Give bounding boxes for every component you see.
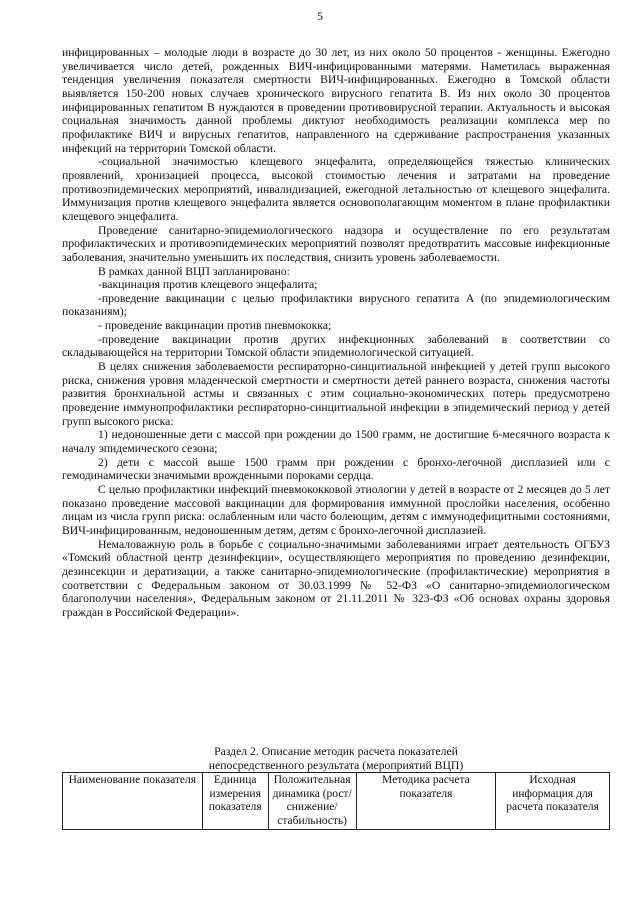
list-item: 1) недоношенные дети с массой при рождении до 1500 грамм, не достигшие 6-месячного возраста к началу эпидемического сезона;	[62, 428, 610, 456]
list-item: 2) дети с массой выше 1500 грамм при рождении с бронхо-легочной дисплазией или с гемодинамически значимыми врожденными пороками сердца.	[62, 455, 610, 483]
header-cell: Методика расчета показателя	[356, 773, 496, 830]
paragraph: Проведение санитарно-эпидемиологического надзора и осуществление по его результатам профилактических и противоэпидемических мероприятий позволят предотвратить массовые инфекционные заболевания, значительно уменьшить их последствия, снизить уровень заболеваемости.	[62, 223, 610, 264]
header-cell: Положительная динамика (рост/снижение/ стабильность)	[268, 773, 356, 830]
paragraph: В рамках данной ВЦП запланировано:	[98, 264, 290, 278]
paragraph: Немаловажную роль в борьбе с социально-значимыми заболеваниями играет деятельность ОГБУЗ «Томский областной центр дезинфекции», осуществляющего мероприятия по проведению дезинфекции, дезинсекции и дератизации, а также санитарно-эпидемиологические (профилактические) мероприятия в соответствии с Федеральным законом от 30.03.1999 № 52-ФЗ «О санитарно-эпидемиологическом благополучии населения», Федеральным законом от 21.11.2011 № 323-ФЗ «Об основах охраны здоровья граждан в Российской Федерации».	[62, 537, 610, 619]
list-item: -вакцинация против клещевого энцефалита;	[98, 278, 318, 292]
header-cell: Исходная информация для расчета показателя	[496, 773, 610, 830]
section-title-line: непосредственного результата (мероприятий ВЦП)	[208, 758, 464, 772]
section-title	[62, 745, 610, 772]
header-cell: Наименование показателя	[63, 773, 203, 830]
paragraph: -социальной значимостью клещевого энцефалита, определяющейся тяжестью клинических проявлений, хронизацией процесса, высокой стоимостью лечения и затратами на проведение противоэпидемических мероприятий, инвалидизацией, ежегодной летальностью от клещевого энцефалита. Иммунизация против клещевого энцефалита является основополагающим моментом в плане профилактики клещевого энцефалита.	[62, 155, 610, 223]
list-item: -проведение вакцинации против других инфекционных заболеваний в соответствии со складывающейся на территории Томской области эпидемиологической ситуацией.	[62, 332, 610, 360]
body-text	[62, 46, 610, 620]
paragraph: инфицированных – молодые люди в возрасте до 30 лет, из них около 50 процентов - женщины. Ежегодно увеличивается число детей, рожденных ВИЧ-инфицированными матерями. Наметилась выраженная тенденция увеличения показателя смертности ВИЧ-инфицированных. Ежегодно в Томской области выявляется 150-200 новых случаев хронического вирусного гепатита В. Из них около 30 процентов инфицированных гепатитом В нуждаются в проведении противовирусной терапии. Актуальность и высокая социальная значимость данной проблемы диктуют необходимость реализации комплекса мер по профилактике ВИЧ и вирусных гепатитов, направленного на сдерживание распространения указанных инфекций на территории Томской области.	[62, 46, 610, 155]
page-number: 5	[317, 9, 323, 23]
indicators-table	[62, 772, 610, 830]
header-cell: Единица измерения показателя	[202, 773, 268, 830]
table-header-row	[63, 773, 610, 830]
list-item: -проведение вакцинации с целью профилактики вирусного гепатита А (по эпидемиологическим показаниям);	[62, 291, 610, 319]
list-item: - проведение вакцинации против пневмококка;	[98, 319, 332, 333]
section-title-line: Раздел 2. Описание методик расчета показателей	[214, 745, 458, 758]
paragraph: В целях снижения заболеваемости респираторно-синцитиальной инфекцией у детей групп высокого риска, снижения уровня младенческой смертности и смертности детей раннего возраста, снижения частоты развития бронхиальной астмы и связанных с этим социально-экономических потерь предусмотрено проведение иммунопрофилактики респираторно-синцитиальной инфекции в эпидемический период у детей групп высокого риска:	[62, 360, 610, 428]
paragraph: С целью профилактики инфекций пневмококковой этиологии у детей в возрасте от 2 месяцев до 5 лет показано проведение массовой вакцинации для формирования иммунной прослойки населения, особенно лицам из числа групп риска: ослабленным или часто болеющим, детям с иммунодефицитными состояниями, ВИЧ-инфицированным, недоношенным детям, детям с бронхо-легочной дисплазией.	[62, 483, 610, 537]
